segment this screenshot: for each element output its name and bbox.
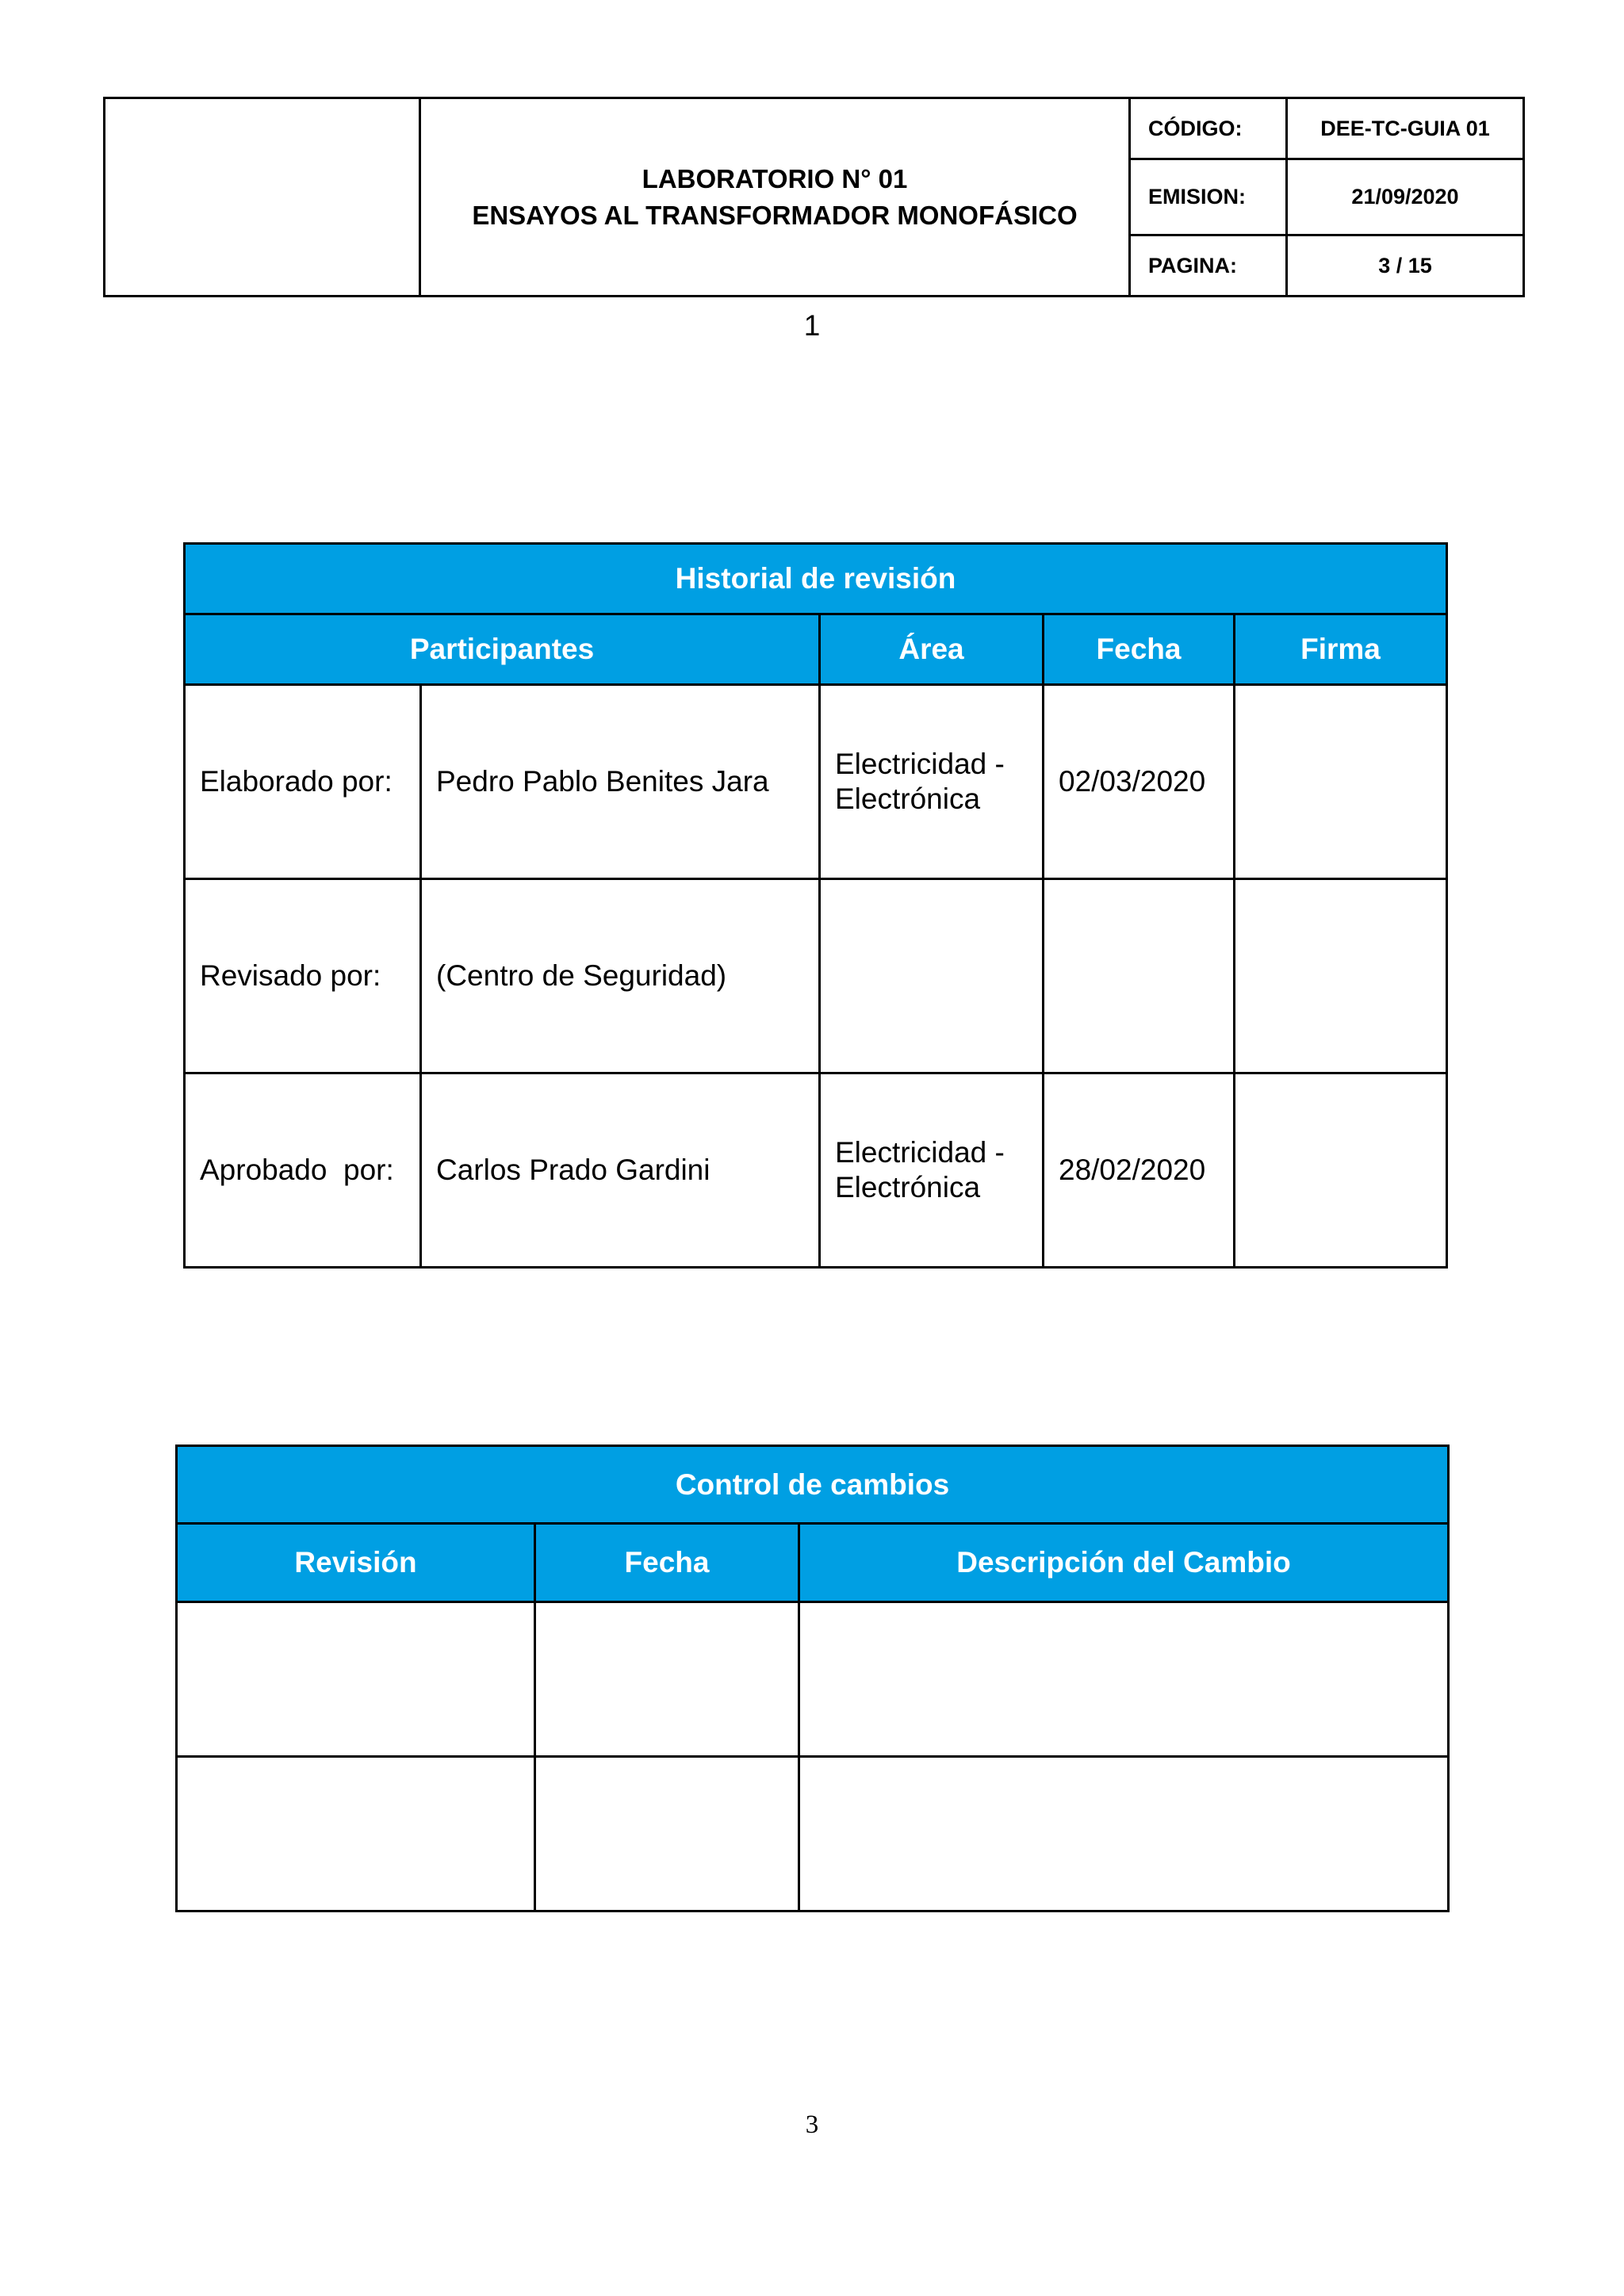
date-cell xyxy=(535,1602,799,1757)
area-cell xyxy=(820,685,1044,879)
area-line-1: Electricidad - xyxy=(835,748,1005,780)
area-line-2: Electrónica xyxy=(835,1171,981,1203)
name-cell: Carlos Prado Gardini xyxy=(421,1073,820,1268)
page-label: PAGINA: xyxy=(1130,235,1287,297)
title-line-2: ENSAYOS AL TRANSFORMADOR MONOFÁSICO xyxy=(472,200,1078,230)
role-cell: Elaborado por: xyxy=(185,685,421,879)
document-header xyxy=(103,97,1525,297)
code-label: CÓDIGO: xyxy=(1130,98,1287,159)
table-row xyxy=(185,1073,1447,1268)
column-header-participants: Participantes xyxy=(185,614,820,685)
date-cell: 28/02/2020 xyxy=(1044,1073,1235,1268)
signature-cell xyxy=(1235,1073,1447,1268)
area-cell xyxy=(820,879,1044,1073)
change-control-table xyxy=(175,1445,1450,1912)
description-cell xyxy=(799,1602,1449,1757)
revision-cell xyxy=(177,1757,535,1911)
revision-history-title: Historial de revisión xyxy=(185,544,1447,614)
column-header-date: Fecha xyxy=(1044,614,1235,685)
revision-cell xyxy=(177,1602,535,1757)
role-cell: Aprobado por: xyxy=(185,1073,421,1268)
page-value: 3 / 15 xyxy=(1287,235,1524,297)
logo-area xyxy=(105,98,420,297)
document-title xyxy=(420,98,1130,297)
column-header-description: Descripción del Cambio xyxy=(799,1524,1449,1602)
revision-history-table xyxy=(183,542,1448,1269)
emission-value: 21/09/2020 xyxy=(1287,159,1524,235)
column-header-area: Área xyxy=(820,614,1044,685)
date-cell xyxy=(1044,879,1235,1073)
signature-cell xyxy=(1235,879,1447,1073)
column-header-signature: Firma xyxy=(1235,614,1447,685)
page-number-bottom: 3 xyxy=(805,2110,819,2139)
area-line-1: Electricidad - xyxy=(835,1136,1005,1169)
description-cell xyxy=(799,1757,1449,1911)
code-value: DEE-TC-GUIA 01 xyxy=(1287,98,1524,159)
area-cell xyxy=(820,1073,1044,1268)
name-cell: Pedro Pablo Benites Jara xyxy=(421,685,820,879)
column-header-date: Fecha xyxy=(535,1524,799,1602)
role-cell: Revisado por: xyxy=(185,879,421,1073)
date-cell xyxy=(535,1757,799,1911)
table-row xyxy=(185,879,1447,1073)
table-row xyxy=(177,1602,1449,1757)
table-row xyxy=(185,685,1447,879)
table-row xyxy=(177,1757,1449,1911)
column-header-revision: Revisión xyxy=(177,1524,535,1602)
emission-label: EMISION: xyxy=(1130,159,1287,235)
page-number-top: 1 xyxy=(803,309,821,342)
date-cell: 02/03/2020 xyxy=(1044,685,1235,879)
name-cell: (Centro de Seguridad) xyxy=(421,879,820,1073)
area-line-2: Electrónica xyxy=(835,783,981,815)
title-line-1: LABORATORIO N° 01 xyxy=(642,163,908,193)
change-control-title: Control de cambios xyxy=(177,1446,1449,1524)
signature-cell xyxy=(1235,685,1447,879)
